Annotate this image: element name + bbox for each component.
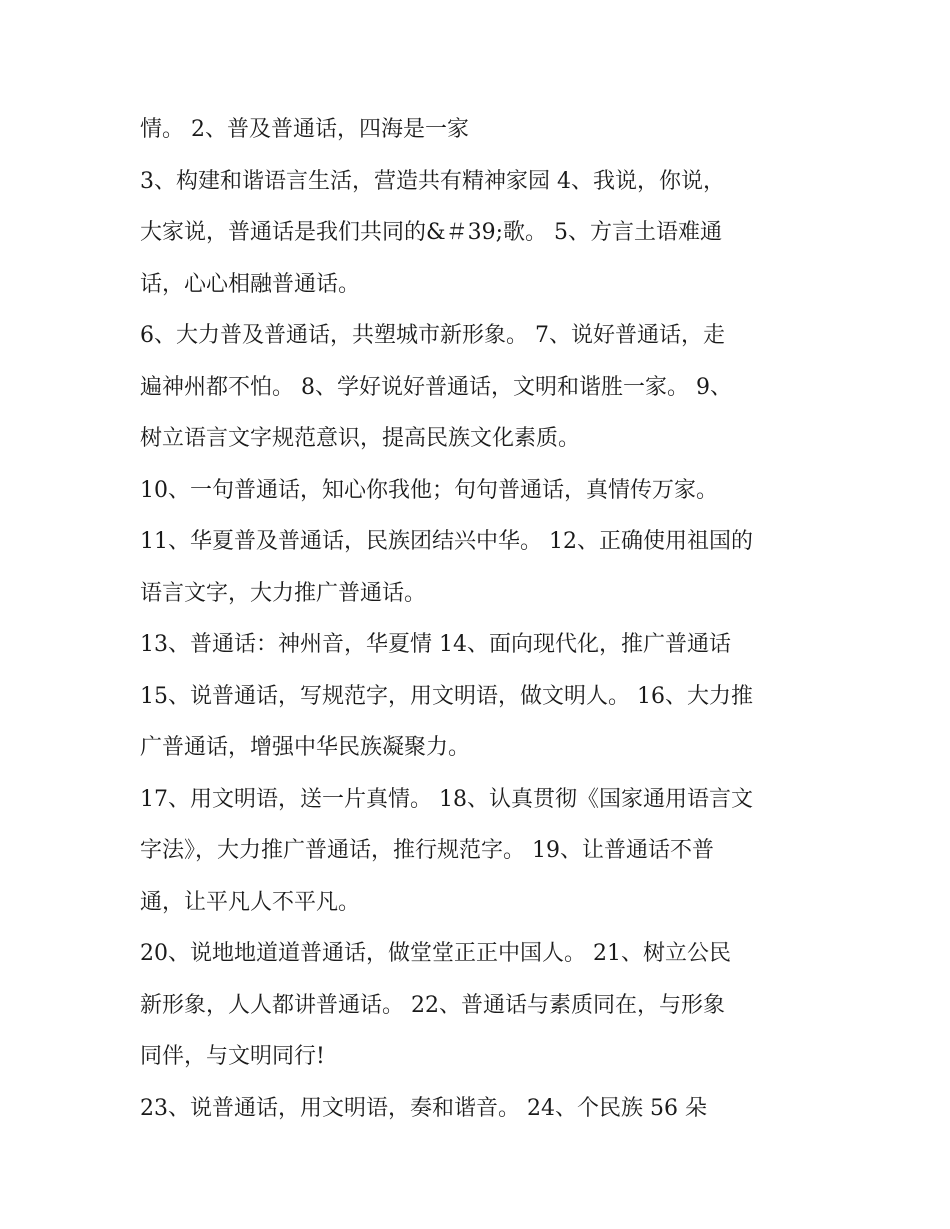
- text-line: 新形象，人人都讲普通话。 22、普通话与素质同在，与形象: [140, 992, 725, 1018]
- text-line: 20、说地地道道普通话，做堂堂正正中国人。 21、树立公民: [140, 941, 731, 966]
- text-line: 字法》，大力推广普通话，推行规范字。 19、让普通话不普: [140, 838, 714, 863]
- text-line: 同伴，与文明同行!: [140, 1044, 325, 1069]
- text-line: 13、普通话：神州音，华夏情 14、面向现代化，推广普通话: [140, 632, 731, 657]
- document-body: [140, 104, 820, 1134]
- text-line: 情。 2、普及普通话，四海是一家: [140, 117, 469, 142]
- text-line: 15、说普通话，写规范字，用文明语，做文明人。 16、大力推: [140, 683, 753, 709]
- text-line: 23、说普通话，用文明语，奏和谐音。 24、个民族 56 朵: [140, 1095, 707, 1121]
- text-line: 树立语言文字规范意识，提高民族文化素质。: [140, 426, 581, 451]
- text-line: 3、构建和谐语言生活，营造共有精神家园 4、我说，你说，: [140, 168, 725, 194]
- text-line: 11、华夏普及普通话，民族团结兴中华。 12、正确使用祖国的: [140, 529, 753, 554]
- text-line: 6、大力普及普通话，共塑城市新形象。 7、说好普通话，走: [140, 323, 725, 348]
- text-line: 广普通话，增强中华民族凝聚力。: [140, 735, 471, 760]
- text-line: 10、一句普通话，知心你我他；句句普通话，真情传万家。: [140, 477, 718, 503]
- text-line: 话，心心相融普通话。: [140, 271, 361, 297]
- text-line: 遍神州都不怕。 8、学好说好普通话，文明和谐胜一家。 9、: [140, 374, 732, 400]
- text-line: 语言文字，大力推广普通话。: [140, 580, 427, 606]
- text-line: 大家说，普通话是我们共同的&＃39;歌。 5、方言土语难通: [140, 220, 722, 245]
- text-line: 通，让平凡人不平凡。: [140, 889, 361, 915]
- text-line: 17、用文明语，送一片真情。 18、认真贯彻《国家通用语言文: [140, 786, 753, 812]
